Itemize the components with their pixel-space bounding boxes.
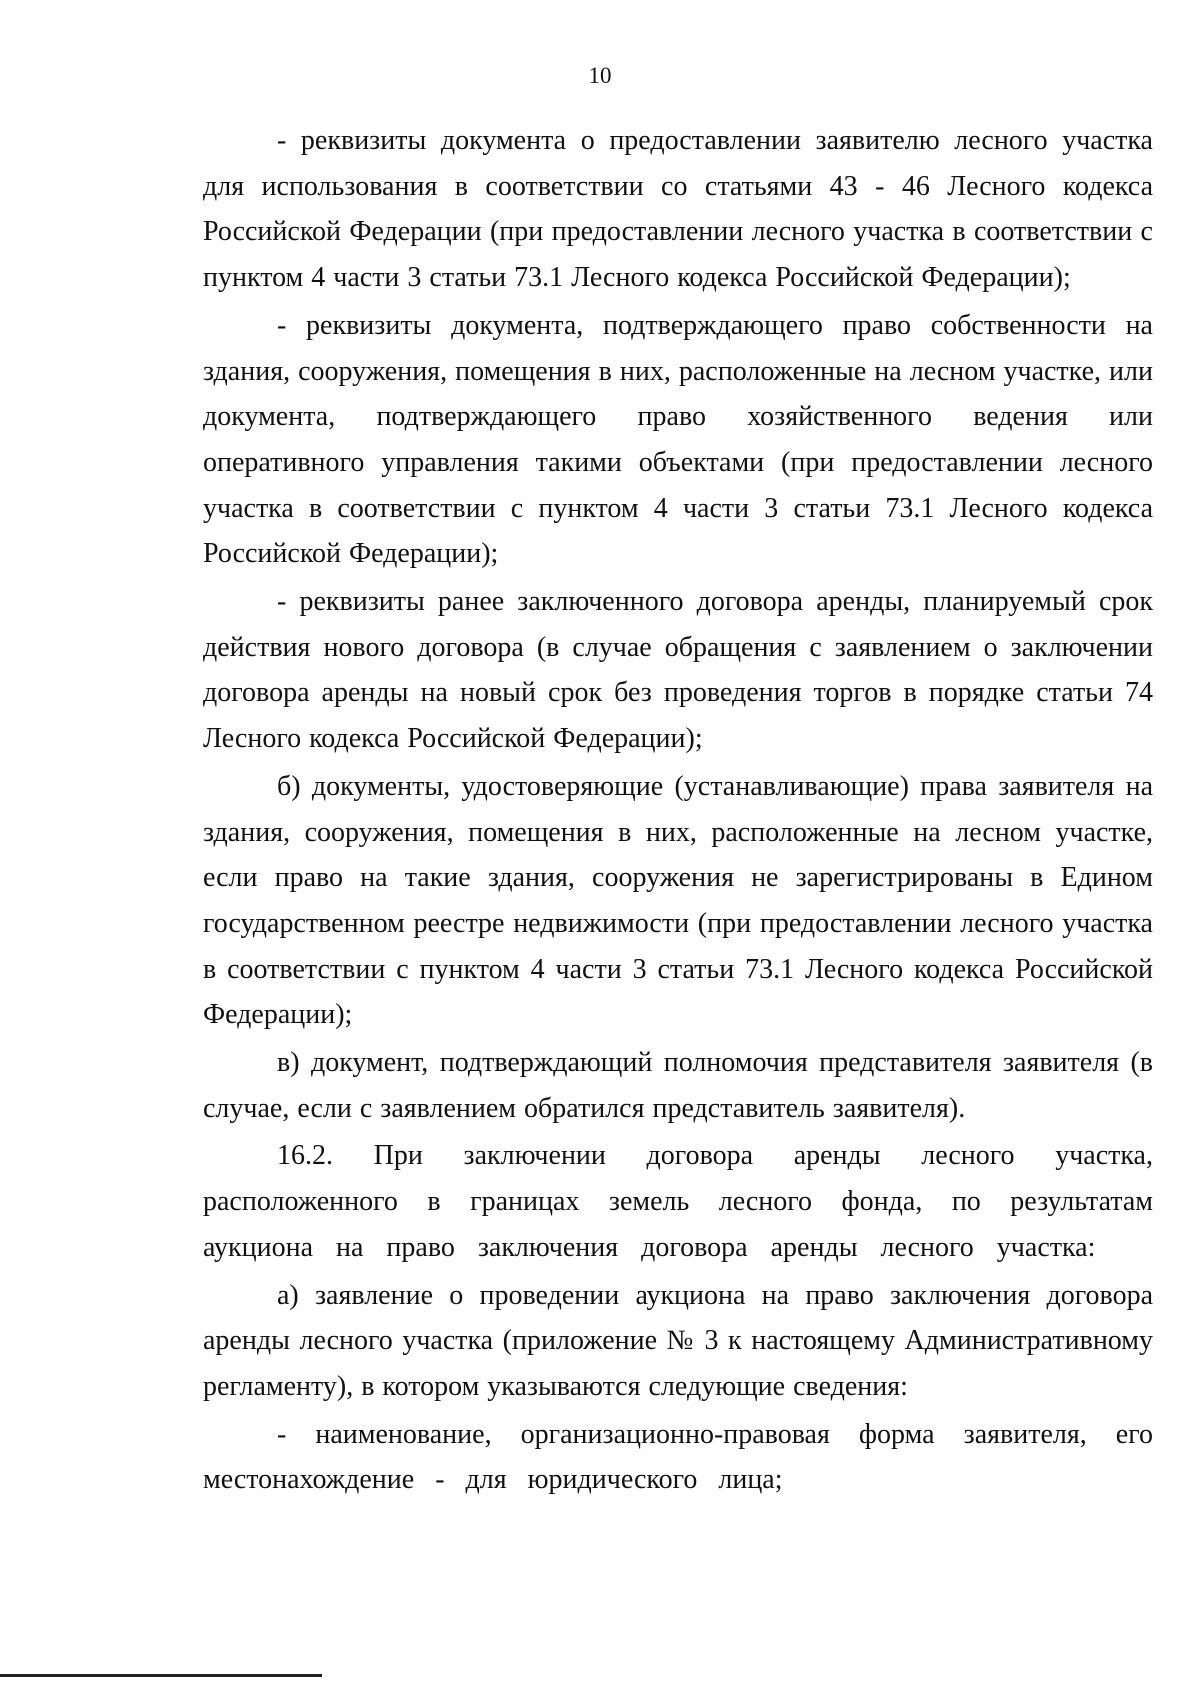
paragraph-forest-plot-grant-details: - реквизиты документа о предоставлении заявителю лесного участка для использования в соответствии со статьями 43 - 46 Лесного кодекса Российской Федерации (при предоставлении лесного участка в соответствии с пунктом 4 части 3 статьи 73.1 Лесного кодекса Российской Федерации); — [203, 125, 1153, 294]
paragraph-item-b-rights-documents: б) документы, удостоверяющие (устанавливающие) права заявителя на здания, сооружения, помещения в них, расположенные на лесном участке, если право на такие здания, сооружения не зарегистрированы в Едином государственном реестре недвижимости (при предоставлении лесного участка в соответствии с пунктом 4 части 3 статьи 73.1 Лесного кодекса Российской Федерации); — [203, 770, 1153, 1031]
paragraph-legal-entity-details: - наименование, организационно-правовая форма заявителя, его местонахождение - для юридического лица; — [203, 1418, 1153, 1496]
paragraph-item-v-representative-authority: в) документ, подтверждающий полномочия представителя заявителя (в случае, если с заявлением обратился представитель заявителя). — [203, 1047, 1153, 1124]
document-body — [203, 118, 1153, 1505]
footnote-divider — [0, 1674, 322, 1677]
paragraph-ownership-document-details: - реквизиты документа, подтверждающего право собственности на здания, сооружения, помещения в них, расположенные на лесном участке, или документа, подтверждающего право хозяйственного ведения или оперативного управления такими объектами (при предоставлении лесного участка в соответствии с пунктом 4 части 3 статьи 73.1 Лесного кодекса Российской Федерации); — [203, 309, 1153, 570]
page-number: 10 — [588, 63, 612, 88]
paragraph-section-16-2: 16.2. При заключении договора аренды лесного участка, расположенного в границах земель лесного фонда, по результатам аукциона на право заключения договора аренды лесного участка: — [203, 1140, 1153, 1263]
paragraph-previous-lease-details: - реквизиты ранее заключенного договора аренды, планируемый срок действия нового договора (в случае обращения с заявлением о заключении договора аренды на новый срок без проведения торгов в порядке статьи 74 Лесного кодекса Российской Федерации); — [203, 586, 1153, 755]
paragraph-item-a-auction-application: а) заявление о проведении аукциона на право заключения договора аренды лесного участка (приложение № 3 к настоящему Административному регламенту), в котором указываются следующие сведения: — [203, 1279, 1153, 1402]
